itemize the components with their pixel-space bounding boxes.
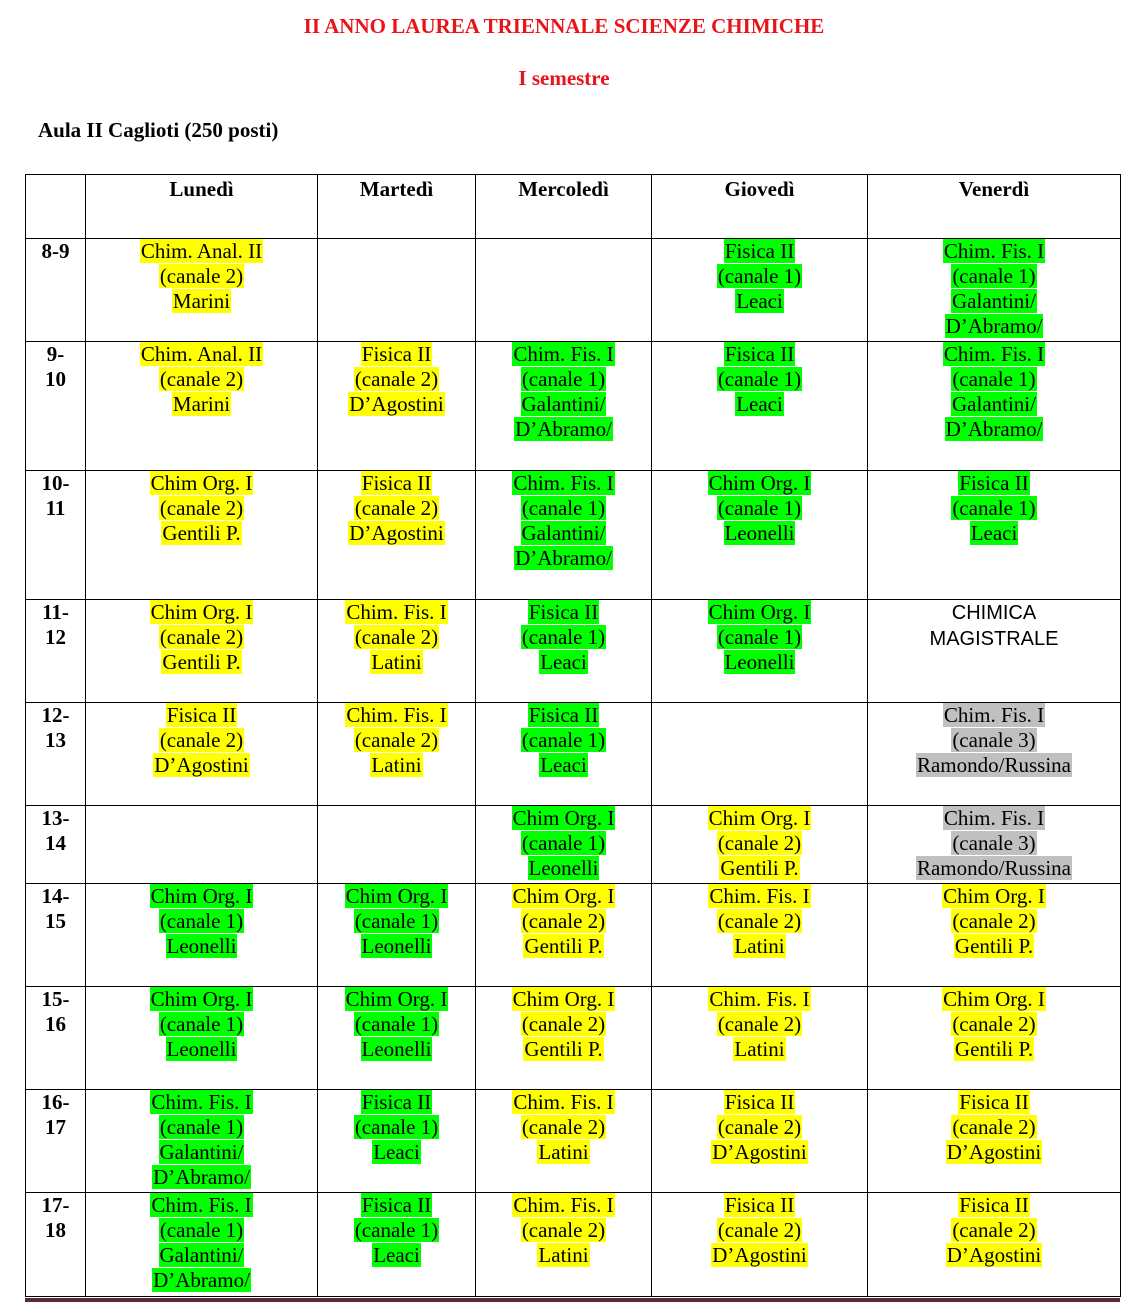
course-text-line: Chim Org. I bbox=[943, 884, 1045, 908]
time-slot-label: 12- bbox=[41, 703, 70, 727]
course-cell bbox=[318, 1090, 476, 1193]
course-text-line: Latini bbox=[734, 1037, 785, 1061]
course-cell bbox=[868, 884, 1121, 987]
course-text-line: D’Abramo/ bbox=[515, 417, 612, 441]
time-slot-label: 11- bbox=[42, 600, 69, 624]
course-text-line: Chim. Fis. I bbox=[513, 342, 614, 366]
course-cell bbox=[318, 600, 476, 703]
course-text-line: Chim. Fis. I bbox=[346, 703, 447, 727]
course-text-line: Fisica II bbox=[724, 1090, 795, 1114]
course-text-line: Fisica II bbox=[361, 1193, 432, 1217]
course-cell bbox=[476, 806, 652, 884]
time-slot-label: 16- bbox=[41, 1090, 70, 1114]
course-text-line: Chim Org. I bbox=[150, 884, 253, 908]
time-slot-cell bbox=[26, 1193, 86, 1297]
table-row bbox=[26, 342, 1121, 471]
course-cell bbox=[652, 703, 868, 806]
course-cell bbox=[476, 987, 652, 1090]
course-text-line: (canale 2) bbox=[159, 264, 244, 288]
course-text-line: Ramondo/Russina bbox=[916, 753, 1071, 777]
bottom-rule bbox=[25, 1298, 1120, 1302]
course-text-line: (canale 2) bbox=[354, 496, 439, 520]
course-text-line: (canale 1) bbox=[521, 831, 606, 855]
course-cell bbox=[86, 239, 318, 342]
course-text-line: Chim. Fis. I bbox=[943, 342, 1045, 366]
time-slot-cell bbox=[26, 342, 86, 471]
course-cell bbox=[476, 1193, 652, 1297]
course-text-line: (canale 1) bbox=[159, 909, 244, 933]
course-cell bbox=[868, 600, 1121, 703]
course-text-line: (canale 1) bbox=[159, 1012, 244, 1036]
time-slot-label: 14 bbox=[45, 831, 66, 855]
day-header: Lunedì bbox=[86, 175, 318, 239]
course-text-line: Galantini/ bbox=[159, 1243, 244, 1267]
table-row bbox=[26, 471, 1121, 600]
course-text-line: Galantini/ bbox=[521, 521, 606, 545]
course-text-line: Marini bbox=[172, 392, 231, 416]
course-text-line: (canale 2) bbox=[952, 909, 1036, 933]
course-cell bbox=[476, 342, 652, 471]
course-text-line: Fisica II bbox=[959, 1193, 1029, 1217]
course-cell bbox=[476, 471, 652, 600]
course-cell bbox=[652, 239, 868, 342]
course-text-line: Chim. Anal. II bbox=[140, 239, 263, 263]
course-cell bbox=[86, 1090, 318, 1193]
course-text-line: D’Agostini bbox=[712, 1140, 807, 1164]
course-cell bbox=[652, 342, 868, 471]
course-text-line: (canale 1) bbox=[717, 625, 802, 649]
time-slot-cell bbox=[26, 884, 86, 987]
course-cell bbox=[318, 884, 476, 987]
course-text-line: Galantini/ bbox=[952, 289, 1036, 313]
course-cell bbox=[868, 987, 1121, 1090]
course-text-line: Chim. Fis. I bbox=[151, 1090, 252, 1114]
time-slot-label: 10- bbox=[41, 471, 70, 495]
course-text-line: Chim. Fis. I bbox=[513, 1090, 614, 1114]
course-text-line: D’Agostini bbox=[349, 392, 444, 416]
course-text-line: (canale 1) bbox=[354, 1218, 439, 1242]
semester-label: I semestre bbox=[518, 66, 610, 90]
course-text-line: D’Abramo/ bbox=[945, 417, 1043, 441]
course-text-line: Latini bbox=[538, 1140, 589, 1164]
course-text-line: (canale 2) bbox=[354, 728, 439, 752]
course-cell bbox=[86, 884, 318, 987]
course-text-line: Chim. Fis. I bbox=[346, 600, 447, 624]
course-cell bbox=[318, 987, 476, 1090]
course-text-line: (canale 2) bbox=[952, 1012, 1036, 1036]
course-text-line: Chim Org. I bbox=[345, 884, 448, 908]
course-text-line: Chim Org. I bbox=[150, 987, 253, 1011]
course-text-line: Leaci bbox=[970, 521, 1018, 545]
course-text-line: Leaci bbox=[736, 392, 783, 416]
table-row bbox=[26, 884, 1121, 987]
table-row bbox=[26, 600, 1121, 703]
course-text-line: (canale 1) bbox=[521, 496, 606, 520]
corner-cell bbox=[26, 175, 86, 239]
course-text-line: Fisica II bbox=[528, 703, 599, 727]
document-title: II ANNO LAUREA TRIENNALE SCIENZE CHIMICHE bbox=[303, 14, 825, 38]
course-cell bbox=[652, 471, 868, 600]
course-cell bbox=[318, 703, 476, 806]
header-row bbox=[26, 175, 1121, 239]
course-text-line: Fisica II bbox=[724, 1193, 795, 1217]
course-text-line: Latini bbox=[734, 934, 785, 958]
table-row bbox=[26, 987, 1121, 1090]
course-text-line: Latini bbox=[371, 650, 422, 674]
course-text-line: Chim Org. I bbox=[943, 987, 1045, 1011]
course-text-line: Galantini/ bbox=[952, 392, 1036, 416]
course-text-line: Chim Org. I bbox=[512, 884, 615, 908]
course-text-line: D’Agostini bbox=[349, 521, 444, 545]
course-text-line: (canale 1) bbox=[952, 264, 1036, 288]
time-slot-label: 10 bbox=[45, 367, 66, 391]
course-text-line: Chim Org. I bbox=[708, 600, 811, 624]
course-text-line: Fisica II bbox=[959, 471, 1029, 495]
course-text-line: (canale 2) bbox=[521, 1115, 606, 1139]
course-text-line: (canale 1) bbox=[159, 1218, 244, 1242]
course-cell bbox=[86, 987, 318, 1090]
course-text-line: (canale 1) bbox=[717, 496, 802, 520]
course-cell bbox=[652, 1193, 868, 1297]
course-text-line: Fisica II bbox=[528, 600, 599, 624]
course-text-line: D’Abramo/ bbox=[153, 1268, 250, 1292]
course-text-line: (canale 3) bbox=[952, 728, 1036, 752]
course-cell bbox=[86, 471, 318, 600]
course-text-line: Leonelli bbox=[361, 934, 432, 958]
day-header: Martedì bbox=[318, 175, 476, 239]
course-text-line: (canale 2) bbox=[952, 1218, 1036, 1242]
course-text-line: Fisica II bbox=[724, 239, 795, 263]
time-slot-label: 8-9 bbox=[41, 239, 70, 263]
course-text-line: Chim. Fis. I bbox=[943, 806, 1045, 830]
course-cell bbox=[868, 1090, 1121, 1193]
time-slot-label: 17- bbox=[41, 1193, 70, 1217]
course-text-line: Chim Org. I bbox=[150, 600, 253, 624]
course-cell bbox=[652, 884, 868, 987]
course-cell bbox=[476, 600, 652, 703]
course-text-line: MAGISTRALE bbox=[929, 628, 1059, 650]
course-cell bbox=[652, 806, 868, 884]
course-text-line: (canale 1) bbox=[952, 367, 1036, 391]
course-cell bbox=[86, 600, 318, 703]
course-text-line: Chim Org. I bbox=[512, 987, 615, 1011]
time-slot-cell bbox=[26, 703, 86, 806]
time-slot-cell bbox=[26, 471, 86, 600]
course-text-line: (canale 1) bbox=[354, 1115, 439, 1139]
course-cell bbox=[652, 600, 868, 703]
course-text-line: CHIMICA bbox=[951, 602, 1037, 624]
course-text-line: Fisica II bbox=[361, 342, 432, 366]
course-text-line: Chim Org. I bbox=[512, 806, 615, 830]
course-text-line: (canale 2) bbox=[717, 909, 802, 933]
course-text-line: (canale 2) bbox=[159, 728, 244, 752]
course-text-line: Leonelli bbox=[724, 521, 795, 545]
course-text-line: Latini bbox=[538, 1243, 589, 1267]
course-cell bbox=[86, 342, 318, 471]
time-slot-label: 12 bbox=[45, 625, 66, 649]
time-slot-label: 17 bbox=[45, 1115, 66, 1139]
time-slot-label: 15 bbox=[45, 909, 66, 933]
course-text-line: Leonelli bbox=[166, 1037, 237, 1061]
course-cell bbox=[318, 471, 476, 600]
course-text-line: (canale 2) bbox=[952, 1115, 1036, 1139]
course-text-line: D’Abramo/ bbox=[153, 1165, 250, 1189]
time-slot-cell bbox=[26, 987, 86, 1090]
course-cell bbox=[652, 987, 868, 1090]
time-slot-cell bbox=[26, 1090, 86, 1193]
course-cell bbox=[868, 471, 1121, 600]
course-cell bbox=[318, 806, 476, 884]
timetable bbox=[25, 174, 1121, 1297]
course-text-line: Fisica II bbox=[166, 703, 237, 727]
course-cell bbox=[868, 703, 1121, 806]
course-cell bbox=[868, 342, 1121, 471]
course-text-line: Fisica II bbox=[959, 1090, 1029, 1114]
course-text-line: Leaci bbox=[373, 1243, 420, 1267]
course-text-line: Leaci bbox=[373, 1140, 420, 1164]
course-cell bbox=[86, 703, 318, 806]
course-text-line: Leonelli bbox=[528, 856, 599, 880]
course-text-line: (canale 2) bbox=[717, 1012, 802, 1036]
course-text-line: (canale 1) bbox=[354, 909, 439, 933]
course-text-line: D’Abramo/ bbox=[515, 546, 612, 570]
course-text-line: Gentili P. bbox=[162, 521, 241, 545]
course-text-line: Gentili P. bbox=[954, 1037, 1034, 1061]
time-slot-cell bbox=[26, 239, 86, 342]
course-text-line: Gentili P. bbox=[162, 650, 241, 674]
course-text-line: Leaci bbox=[540, 650, 587, 674]
course-text-line: Leonelli bbox=[361, 1037, 432, 1061]
course-text-line: Chim. Fis. I bbox=[943, 239, 1045, 263]
course-cell bbox=[86, 806, 318, 884]
course-text-line: Leonelli bbox=[724, 650, 795, 674]
table-row bbox=[26, 806, 1121, 884]
course-cell bbox=[476, 1090, 652, 1193]
course-text-line: Chim. Fis. I bbox=[943, 703, 1045, 727]
time-slot-label: 9- bbox=[46, 342, 65, 366]
course-cell bbox=[318, 1193, 476, 1297]
course-cell bbox=[318, 239, 476, 342]
course-text-line: D’Agostini bbox=[946, 1243, 1042, 1267]
course-text-line: Chim Org. I bbox=[708, 806, 811, 830]
time-slot-label: 13 bbox=[45, 728, 66, 752]
time-slot-label: 15- bbox=[41, 987, 70, 1011]
course-text-line: Latini bbox=[371, 753, 422, 777]
day-header: Giovedì bbox=[652, 175, 868, 239]
time-slot-label: 16 bbox=[45, 1012, 66, 1036]
time-slot-label: 13- bbox=[41, 806, 70, 830]
course-text-line: Gentili P. bbox=[954, 934, 1034, 958]
course-text-line: (canale 2) bbox=[521, 909, 606, 933]
course-text-line: Chim. Fis. I bbox=[513, 471, 614, 495]
course-text-line: D’Agostini bbox=[712, 1243, 807, 1267]
room-label: Aula II Caglioti (250 posti) bbox=[38, 118, 279, 142]
course-text-line: Leaci bbox=[540, 753, 587, 777]
course-text-line: Fisica II bbox=[361, 471, 432, 495]
time-slot-cell bbox=[26, 600, 86, 703]
course-cell bbox=[86, 1193, 318, 1297]
course-text-line: Chim. Fis. I bbox=[709, 987, 810, 1011]
course-cell bbox=[476, 703, 652, 806]
course-text-line: (canale 1) bbox=[354, 1012, 439, 1036]
course-text-line: Chim. Fis. I bbox=[151, 1193, 252, 1217]
course-text-line: (canale 2) bbox=[159, 367, 244, 391]
course-cell bbox=[476, 884, 652, 987]
course-text-line: (canale 2) bbox=[717, 1218, 802, 1242]
course-text-line: (canale 2) bbox=[354, 625, 439, 649]
course-text-line: Chim Org. I bbox=[345, 987, 448, 1011]
course-text-line: (canale 1) bbox=[717, 367, 802, 391]
course-cell bbox=[868, 239, 1121, 342]
course-text-line: (canale 2) bbox=[159, 625, 244, 649]
course-text-line: Ramondo/Russina bbox=[916, 856, 1071, 880]
day-header: Venerdì bbox=[868, 175, 1121, 239]
course-text-line: (canale 1) bbox=[521, 367, 606, 391]
course-text-line: Chim. Fis. I bbox=[513, 1193, 614, 1217]
course-text-line: (canale 2) bbox=[159, 496, 244, 520]
course-cell bbox=[476, 239, 652, 342]
course-text-line: Chim. Anal. II bbox=[140, 342, 263, 366]
course-text-line: Marini bbox=[172, 289, 231, 313]
course-cell bbox=[318, 342, 476, 471]
course-cell bbox=[652, 1090, 868, 1193]
course-text-line: Leonelli bbox=[166, 934, 237, 958]
time-slot-label: 11 bbox=[45, 496, 66, 520]
course-text-line: (canale 1) bbox=[159, 1115, 244, 1139]
course-text-line: Chim Org. I bbox=[150, 471, 253, 495]
course-text-line: Galantini/ bbox=[159, 1140, 244, 1164]
course-text-line: (canale 1) bbox=[717, 264, 802, 288]
course-text-line: (canale 2) bbox=[354, 367, 439, 391]
table-row bbox=[26, 703, 1121, 806]
course-cell bbox=[868, 806, 1121, 884]
course-text-line: Fisica II bbox=[724, 342, 795, 366]
course-text-line: (canale 2) bbox=[717, 831, 802, 855]
course-text-line: (canale 1) bbox=[952, 496, 1036, 520]
course-text-line: D’Abramo/ bbox=[945, 314, 1043, 338]
time-slot-label: 14- bbox=[41, 884, 70, 908]
course-text-line: Chim Org. I bbox=[708, 471, 811, 495]
course-text-line: (canale 1) bbox=[521, 625, 606, 649]
course-text-line: Leaci bbox=[736, 289, 783, 313]
course-text-line: Galantini/ bbox=[521, 392, 606, 416]
course-text-line: Chim. Fis. I bbox=[709, 884, 810, 908]
table-row bbox=[26, 239, 1121, 342]
course-text-line: Gentili P. bbox=[524, 1037, 603, 1061]
day-header: Mercoledì bbox=[476, 175, 652, 239]
course-cell bbox=[868, 1193, 1121, 1297]
course-text-line: D’Agostini bbox=[154, 753, 249, 777]
course-text-line: (canale 2) bbox=[521, 1218, 606, 1242]
course-text-line: (canale 2) bbox=[717, 1115, 802, 1139]
course-text-line: (canale 3) bbox=[952, 831, 1036, 855]
time-slot-label: 18 bbox=[45, 1218, 66, 1242]
table-row bbox=[26, 1193, 1121, 1297]
course-text-line: Gentili P. bbox=[720, 856, 799, 880]
time-slot-cell bbox=[26, 806, 86, 884]
course-text-line: D’Agostini bbox=[946, 1140, 1042, 1164]
course-text-line: Fisica II bbox=[361, 1090, 432, 1114]
table-row bbox=[26, 1090, 1121, 1193]
course-text-line: (canale 1) bbox=[521, 728, 606, 752]
course-text-line: (canale 2) bbox=[521, 1012, 606, 1036]
course-text-line: Gentili P. bbox=[524, 934, 603, 958]
